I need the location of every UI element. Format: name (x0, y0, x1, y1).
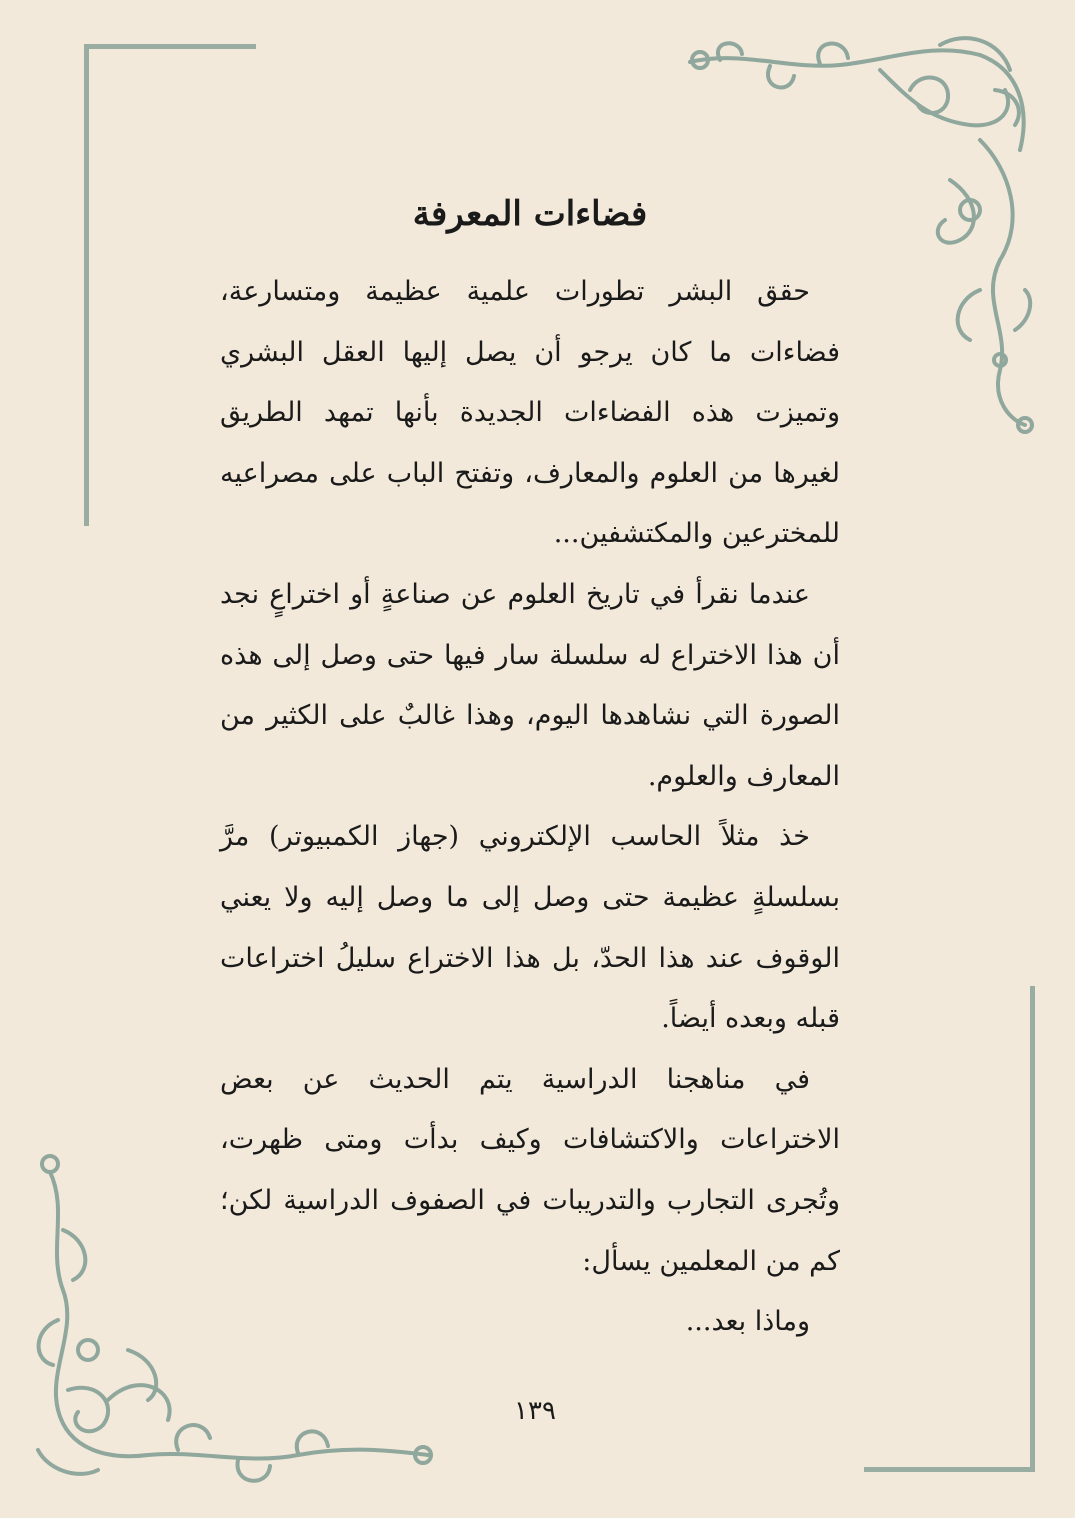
frame-top-left-horizontal (84, 44, 256, 49)
paragraph-5: وماذا بعد... (685, 1306, 810, 1338)
paragraph-3: خذ مثلاً الحاسب الإلكتروني (جهاز الكمبيوتر) مرَّ بسلسلةٍ عظيمة حتى وصل إلى ما وصل إليه ولا يعني الوقوف عند هذا الحدّ، بل هذا الاختراع سليلُ اختراعات قبله وبعده أيضاً. (220, 821, 840, 1035)
paragraph-2: عندما نقرأ في تاريخ العلوم عن صناعةٍ أو اختراعٍ نجد أن هذا الاختراع له سلسلة سار فيها حتى وصل إلى هذه الصورة التي نشاهدها اليوم، وهذا غالبٌ على الكثير من المعارف والعلوم. (220, 578, 840, 792)
paragraph-1: حقق البشر تطورات علمية عظيمة ومتسارعة، فضاءات ما كان يرجو أن يصل إليها العقل البشري وتميزت هذه الفضاءات الجديدة بأنها تمهد الطريق لغيرها من العلوم والمعارف، وتفتح الباب على مصراعيه للمخترعين والمكتشفين... (220, 276, 840, 550)
page-number: ١٣٩ (514, 1396, 556, 1426)
page-title: فضاءات المعرفة (412, 194, 648, 234)
frame-bottom-right-horizontal (864, 1467, 1035, 1472)
frame-bottom-right-vertical (1030, 986, 1035, 1472)
paragraph-4: في مناهجنا الدراسية يتم الحديث عن بعض الاختراعات والاكتشافات وكيف بدأت ومتى ظهرت، وتُجرى التجارب والتدريبات في الصفوف الدراسية لكن؛ كم من المعلمين يسأل: (220, 1063, 840, 1277)
body-text (220, 262, 840, 1353)
frame-top-left-vertical (84, 44, 89, 526)
